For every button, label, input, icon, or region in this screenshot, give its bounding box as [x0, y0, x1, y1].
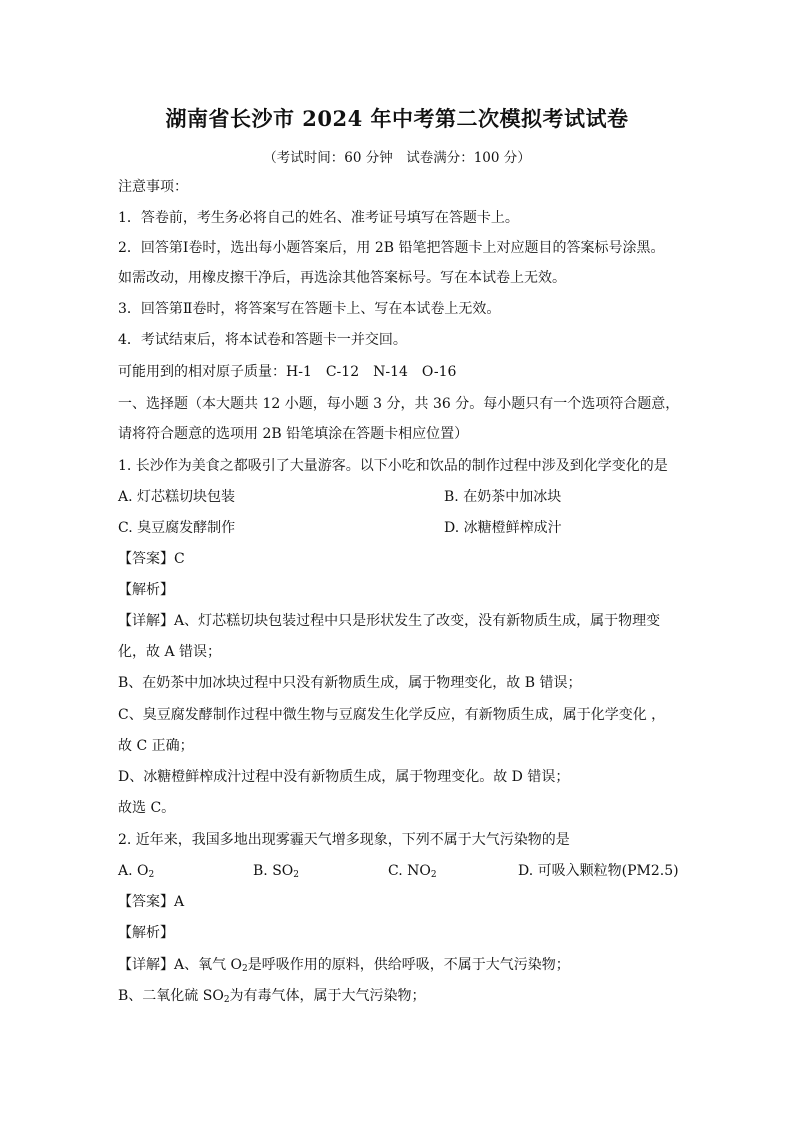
q1-detail-line: D、冰糖橙鲜榨成汁过程中没有新物质生成，属于物理变化。故 D 错误；	[118, 769, 570, 785]
q2-detail-a-prefix: 【详解】A、氧气 O	[118, 957, 243, 973]
q2-option-a-sub: 2	[148, 870, 155, 880]
q1-detail-line: C、臭豆腐发酵制作过程中微生物与豆腐发生化学反应，有新物质生成，属于化学变化 ，	[118, 707, 666, 723]
q1-detail-line: 【详解】A、灯芯糕切块包装过程中只是形状发生了改变，没有新物质生成，属于物理变	[118, 613, 661, 629]
q2-detail-b-sub: 2	[223, 995, 230, 1005]
q1-conclusion: 故选 C。	[118, 800, 176, 816]
exam-subtitle: （考试时间：60 分钟 试卷满分：100 分）	[263, 150, 531, 166]
q1-option-a: A. 灯芯糕切块包装	[118, 489, 236, 505]
section-heading-line1: 一、选择题（本大题共 12 小题，每小题 3 分，共 36 分。每小题只有一个选项符合题意，	[118, 396, 680, 412]
q2-detail-b-prefix: B、二氧化硫 SO	[118, 988, 224, 1004]
q1-option-b: B. 在奶茶中加冰块	[444, 489, 562, 505]
q2-answer: 【答案】A	[118, 894, 185, 910]
q2-detail-a	[118, 955, 570, 975]
q1-option-d: D. 冰糖橙鲜榨成汁	[444, 520, 562, 536]
notice-heading: 注意事项：	[118, 179, 188, 195]
q2-stem: 2. 近年来，我国多地出现雾霾天气增多现象，下列不属于大气污染物的是	[118, 832, 570, 848]
q1-detail-line: 化，故 A 错误；	[118, 644, 222, 660]
q2-option-a-text: A. O	[118, 863, 149, 879]
q1-answer: 【答案】C	[118, 551, 185, 567]
q2-option-c	[388, 861, 437, 881]
q2-detail-b-suffix: 为有毒气体，属于大气污染物；	[229, 988, 426, 1004]
q1-option-c: C. 臭豆腐发酵制作	[118, 520, 236, 536]
atomic-masses: 可能用到的相对原子质量：H-1 C-12 N-14 O-16	[118, 364, 457, 380]
q2-option-c-text: C. NO	[388, 863, 431, 879]
q2-option-c-sub: 2	[430, 870, 437, 880]
q2-option-b-sub: 2	[293, 870, 299, 880]
q1-detail-line: 故 C 正确；	[118, 738, 194, 754]
notice-item-1: 1．答卷前，考生务必将自己的姓名、准考证号填写在答题卡上。	[118, 210, 519, 226]
q2-analysis-label: 【解析】	[118, 925, 174, 941]
exam-title: 湖南省长沙市 2024 年中考第二次模拟考试试卷	[165, 106, 629, 131]
notice-item-3: 3．回答第Ⅱ卷时，将答案写在答题卡上、写在本试卷上无效。	[118, 301, 501, 317]
q2-option-d: D. 可吸入颗粒物(PM2.5)	[518, 863, 679, 879]
section-heading-line2: 请将符合题意的选项用 2B 铅笔填涂在答题卡相应位置）	[118, 426, 469, 442]
notice-item-2: 2．回答第Ⅰ卷时，选出每小题答案后，用 2B 铅笔把答题卡上对应题目的答案标号涂黑。	[118, 240, 665, 256]
q1-detail-line: B、在奶茶中加冰块过程中只没有新物质生成，属于物理变化，故 B 错误；	[118, 675, 582, 691]
q1-stem: 1. 长沙作为美食之都吸引了大量游客。以下小吃和饮品的制作过程中涉及到化学变化的是	[118, 458, 668, 474]
q2-detail-a-suffix: 是呼吸作用的原料，供给呼吸，不属于大气污染物；	[247, 957, 570, 973]
notice-item-4: 4．考试结束后，将本试卷和答题卡一并交回。	[118, 332, 407, 348]
q1-analysis-label: 【解析】	[118, 582, 174, 598]
notice-item-2-cont: 如需改动，用橡皮擦干净后，再选涂其他答案标号。写在本试卷上无效。	[118, 270, 566, 286]
q2-detail-a-sub: 2	[242, 964, 248, 974]
q2-option-b	[253, 861, 299, 881]
q2-option-b-text: B. SO	[253, 863, 294, 879]
q2-option-a	[118, 861, 154, 881]
q2-detail-b	[118, 986, 426, 1006]
